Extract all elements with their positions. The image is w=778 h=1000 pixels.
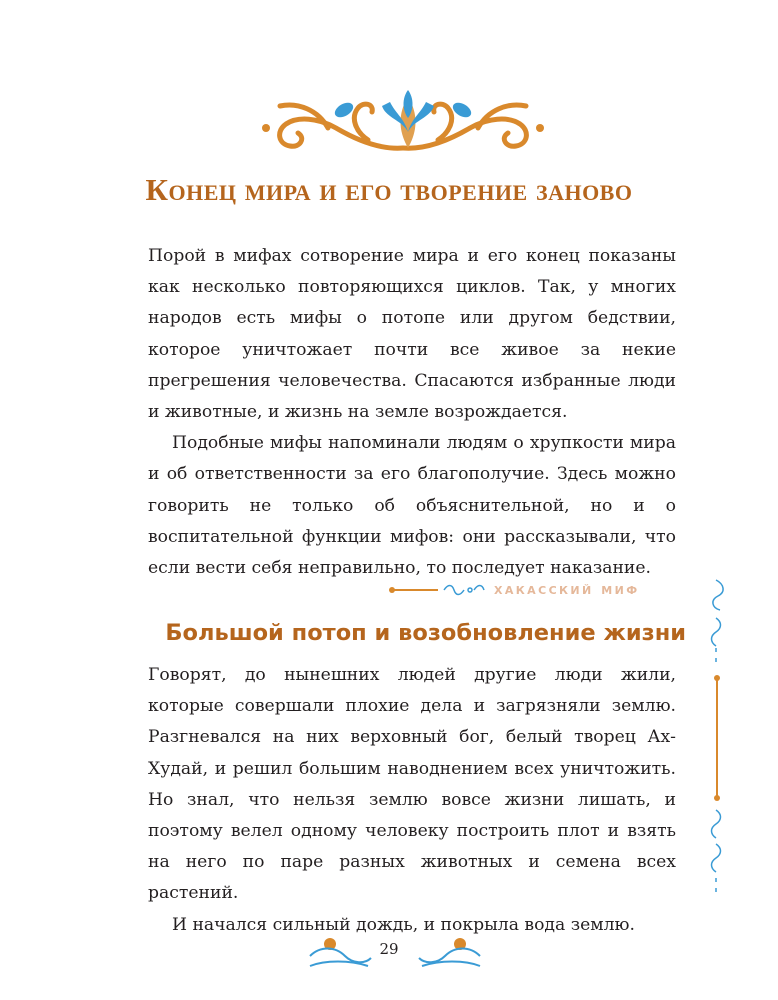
intro-paragraph: Подобные мифы напоминали людям о хрупкости мира и об ответственности за его благополучие. Здесь можно говорить не только об объяснительной, но и о воспитательной функции мифов: они рассказывали, что если вести себя неправильно, то последует наказание. <box>148 433 676 579</box>
floral-ornament-icon <box>258 88 548 160</box>
intro-paragraph: Порой в мифах сотворение мира и его конец показаны как несколько повторяющихся циклов. Так, у многих народов есть мифы о потопе или другом бедствии, которое уничтожает почти все живое за некие прегрешения человечества. Спасаются избранные люди и животные, и жизнь на земле возрождается. <box>148 246 676 423</box>
myth-title: Большой потоп и возобновление жизни <box>165 620 686 646</box>
myth-text <box>148 660 676 941</box>
vertical-ornament <box>700 578 734 898</box>
chapter-title: Конец мира и его творение заново <box>145 172 633 207</box>
myth-paragraph: И начался сильный дождь, и покрыла вода землю. <box>172 914 635 935</box>
page-number: 29 <box>379 940 399 958</box>
myth-paragraph: Говорят, до нынешних людей другие люди жили, которые совершали плохие дела и загрязняли землю. Разгневался на них верховный бог, белый творец Ах-Худай, и решил большим наводнением всех уничтожить. Но знал, что нельзя землю вовсе жизни лишать, и поэтому велел одному человеку построить плот и взять на него по паре разных животных и семена всех растений. <box>148 665 676 904</box>
intro-text <box>148 241 676 584</box>
myth-origin-label: хакасский миф <box>494 580 640 598</box>
